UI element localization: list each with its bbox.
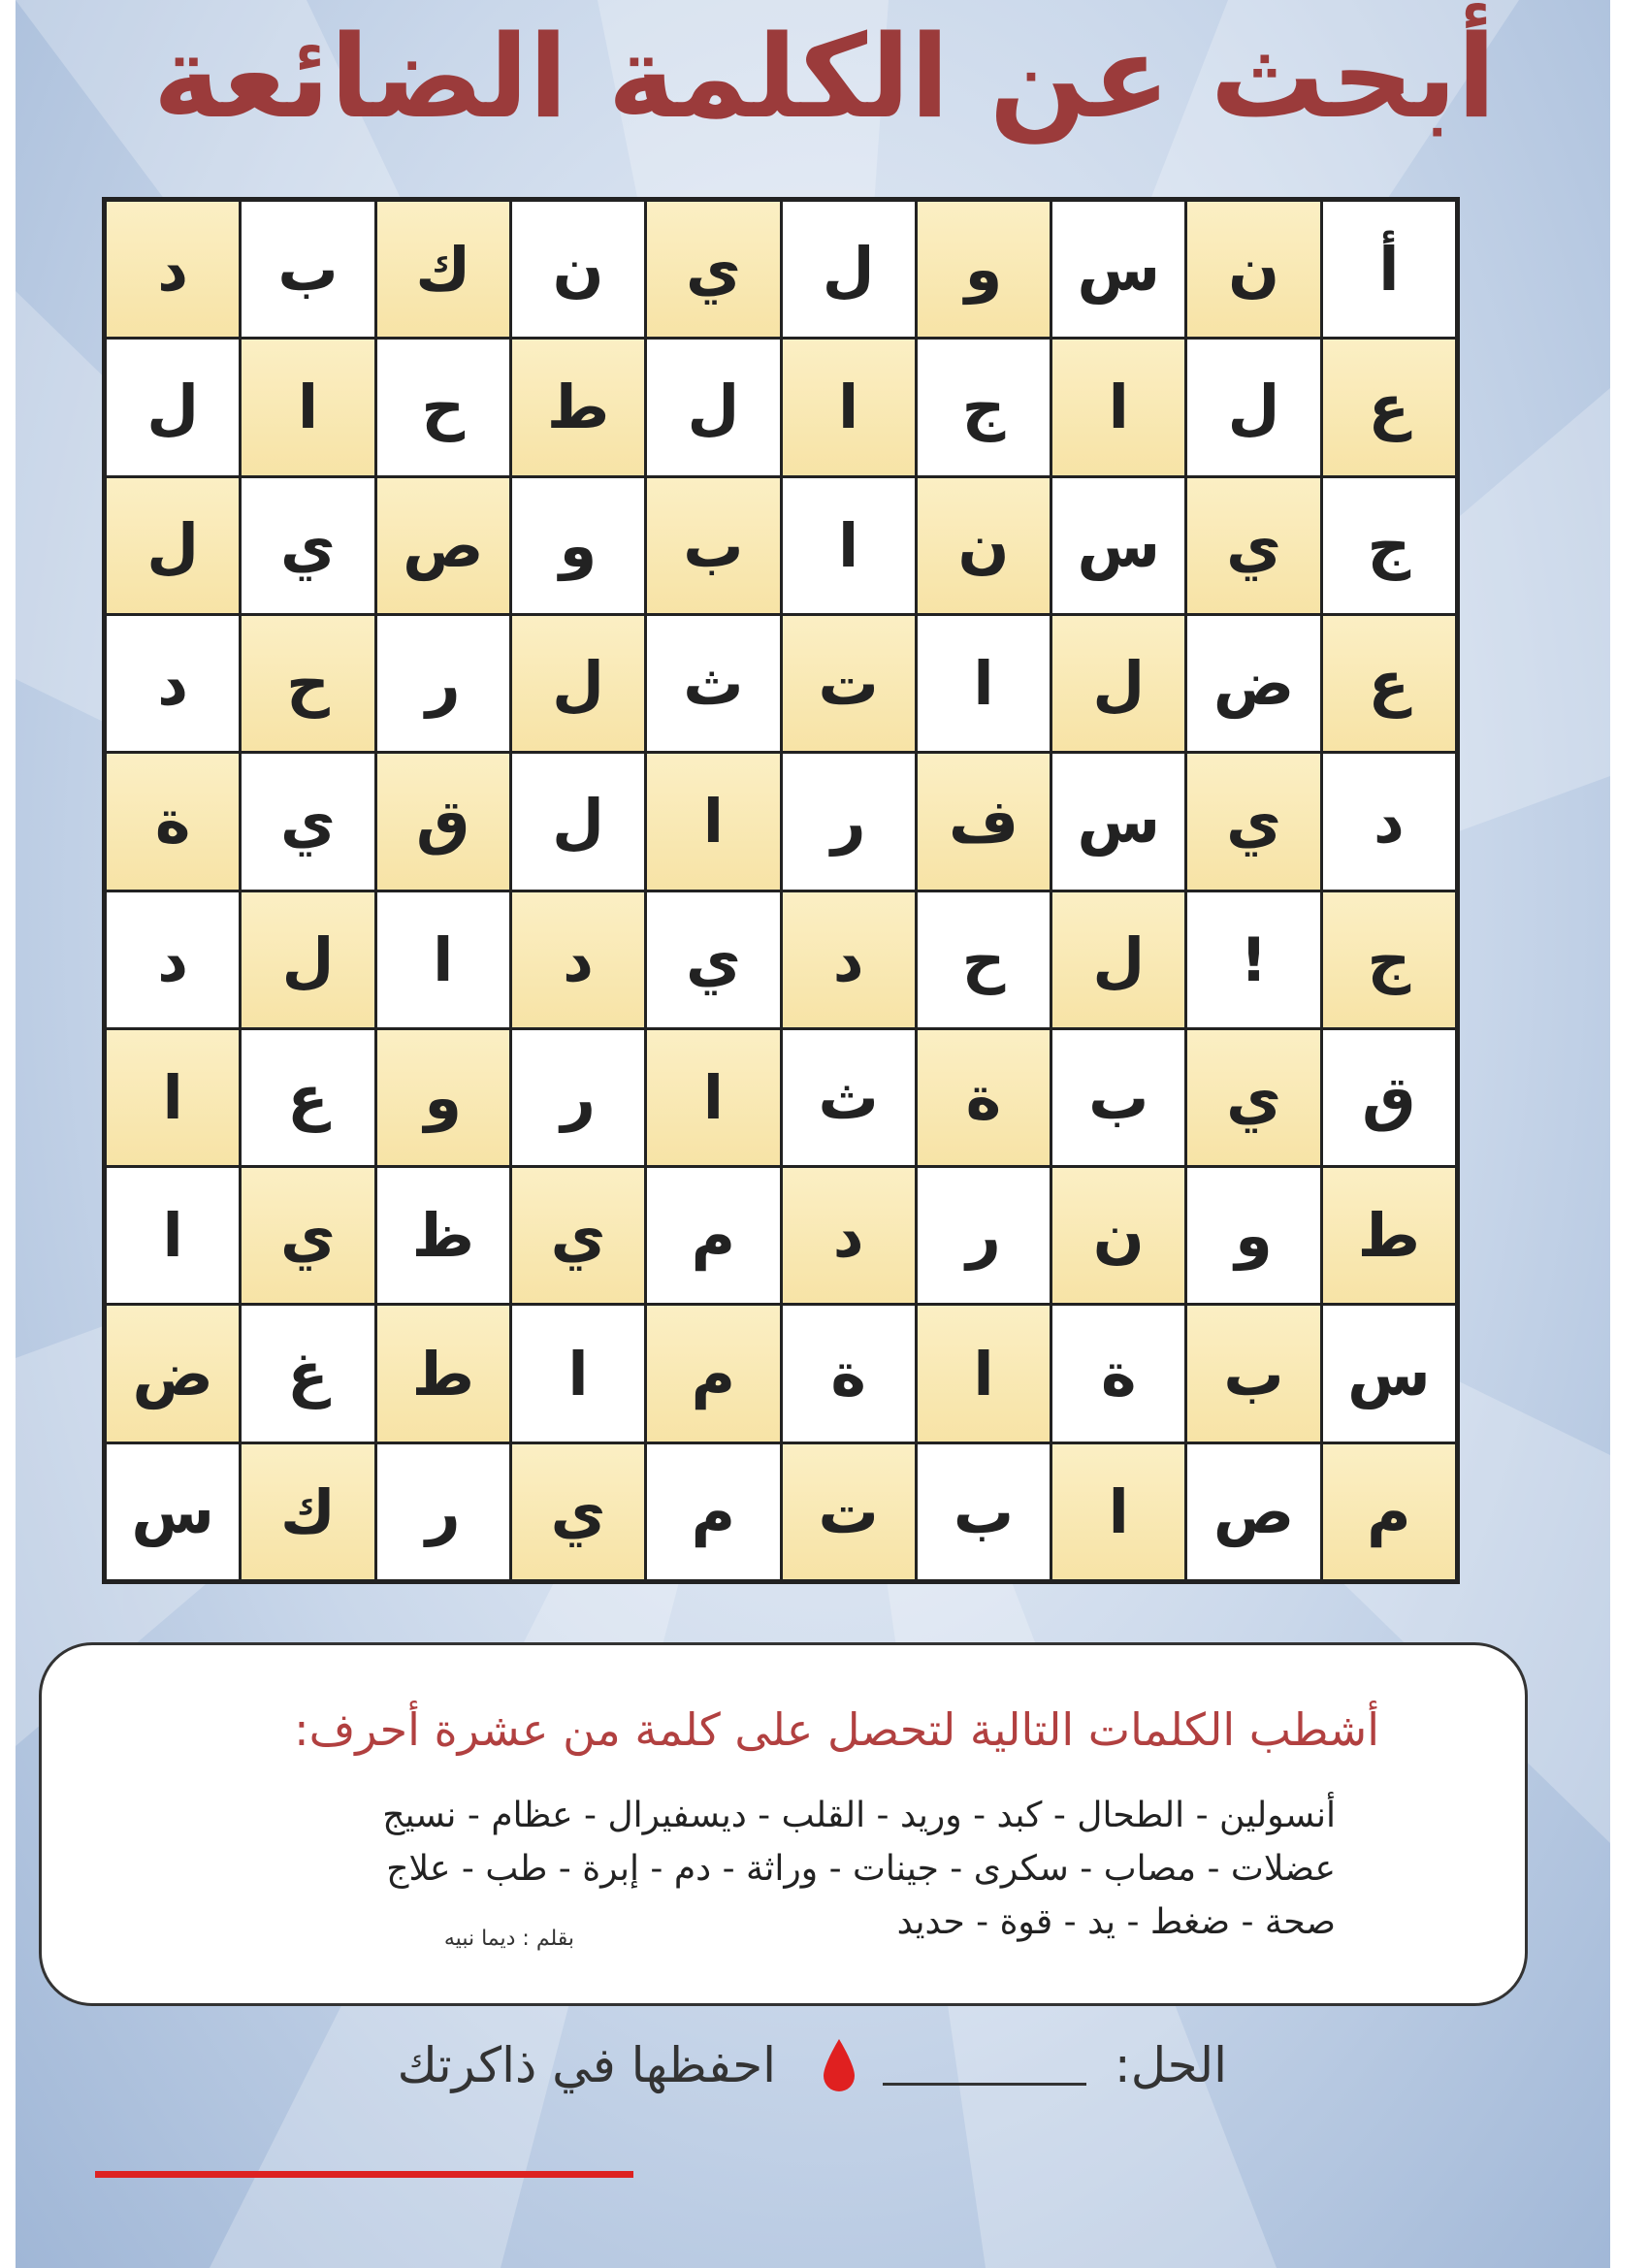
grid-cell[interactable]: ر [918,1168,1050,1303]
word-list-line: صحة - ضغط - يد - قوة - حديد [896,1902,1336,1942]
grid-cell[interactable]: ر [512,1030,644,1165]
grid-cell[interactable]: د [107,616,239,751]
grid-cell[interactable]: ص [1187,1444,1319,1579]
grid-cell[interactable]: ا [647,754,779,889]
grid-cell[interactable]: ا [918,1306,1050,1441]
grid-cell[interactable]: ظ [377,1168,509,1303]
grid-cell[interactable]: ا [512,1306,644,1441]
grid-cell[interactable]: ل [512,616,644,751]
grid-cell[interactable]: ي [242,1168,373,1303]
grid-cell[interactable]: د [783,892,915,1027]
grid-cell[interactable]: ع [1323,616,1455,751]
grid-cell[interactable]: ل [783,202,915,337]
grid-cell[interactable]: ي [512,1168,644,1303]
grid-cell[interactable]: ط [1323,1168,1455,1303]
grid-cell[interactable]: ي [647,892,779,1027]
word-search-grid [102,197,1460,1584]
grid-cell[interactable]: ا [1052,1444,1184,1579]
grid-cell[interactable]: ن [512,202,644,337]
grid-cell[interactable]: ا [377,892,509,1027]
grid-cell[interactable]: ل [107,478,239,613]
grid-cell[interactable]: ! [1187,892,1319,1027]
grid-cell[interactable]: ب [1187,1306,1319,1441]
page-title: أبحث عن الكلمة الضائعة [152,10,1497,144]
grid-cell[interactable]: ي [512,1444,644,1579]
grid-cell[interactable]: ص [377,478,509,613]
word-list [382,1789,1336,1949]
grid-cell[interactable]: ي [1187,754,1319,889]
grid-cell[interactable]: ع [242,1030,373,1165]
grid-cell[interactable]: ط [512,340,644,474]
grid-cell[interactable]: ق [1323,1030,1455,1165]
grid-cell[interactable]: و [1187,1168,1319,1303]
grid-cell[interactable]: ا [647,1030,779,1165]
grid-cell[interactable]: ي [242,478,373,613]
grid-cell[interactable]: د [107,892,239,1027]
grid-cell[interactable]: د [512,892,644,1027]
grid-cell[interactable]: ج [1323,478,1455,613]
grid-cell[interactable]: ب [1052,1030,1184,1165]
grid-cell[interactable]: ح [918,892,1050,1027]
grid-cell[interactable]: و [377,1030,509,1165]
grid-cell[interactable]: ج [1323,892,1455,1027]
grid-cell[interactable]: ض [107,1306,239,1441]
grid-cell[interactable]: ر [377,616,509,751]
grid-cell[interactable]: م [647,1444,779,1579]
grid-cell[interactable]: ف [918,754,1050,889]
grid-cell[interactable]: ح [377,340,509,474]
grid-cell[interactable]: ة [107,754,239,889]
grid-cell[interactable]: ة [1052,1306,1184,1441]
grid-cell[interactable]: ة [783,1306,915,1441]
grid-cell[interactable]: م [1323,1444,1455,1579]
grid-cell[interactable]: ن [918,478,1050,613]
solution-label: الحل: [1114,2037,1227,2093]
grid-cell[interactable]: م [647,1306,779,1441]
grid-cell[interactable]: و [512,478,644,613]
grid-cell[interactable]: ج [918,340,1050,474]
grid-cell[interactable]: ل [512,754,644,889]
grid-cell[interactable]: ث [783,1030,915,1165]
grid-cell[interactable]: ي [647,202,779,337]
grid-cell[interactable]: ك [242,1444,373,1579]
grid-cell[interactable]: ل [107,340,239,474]
grid-cell[interactable]: و [918,202,1050,337]
grid-cell[interactable]: ت [783,1444,915,1579]
grid-cell[interactable]: ك [377,202,509,337]
page-edge-right [1610,0,1649,2268]
instruction-text: أشطب الكلمات التالية لتحصل على كلمة من عشرة أحرف: [294,1703,1379,1756]
grid-cell[interactable]: ي [1187,1030,1319,1165]
grid-cell[interactable]: ل [1052,616,1184,751]
grid-cell[interactable]: ي [242,754,373,889]
grid-cell[interactable]: س [1052,202,1184,337]
grid-cell[interactable]: س [107,1444,239,1579]
grid-cell[interactable]: ر [783,754,915,889]
grid-cell[interactable]: ا [783,478,915,613]
grid-cell[interactable]: ا [1052,340,1184,474]
grid-cell[interactable]: س [1052,478,1184,613]
word-list-line: عضلات - مصاب - سكرى - جينات - وراثة - دم - إبرة - طب - علاج [386,1849,1336,1889]
grid-cell[interactable]: ح [242,616,373,751]
grid-cell[interactable]: ة [918,1030,1050,1165]
grid-cell[interactable]: ل [242,892,373,1027]
grid-cell[interactable]: ت [783,616,915,751]
grid-cell[interactable]: ث [647,616,779,751]
grid-cell[interactable]: د [1323,754,1455,889]
grid-cell[interactable]: ط [377,1306,509,1441]
grid-cell[interactable]: س [1052,754,1184,889]
author-credit: بقلم : ديما نبيه [443,1927,574,1951]
grid-cell[interactable]: ل [647,340,779,474]
grid-cell[interactable]: ن [1052,1168,1184,1303]
solution-row [0,2032,1649,2110]
grid-cell[interactable]: ب [647,478,779,613]
tagline-text: احفظها في ذاكرتك [397,2037,776,2093]
grid-cell[interactable]: ب [242,202,373,337]
grid-cell[interactable]: أ [1323,202,1455,337]
grid-cell[interactable]: ي [1187,478,1319,613]
grid-cell[interactable]: ر [377,1444,509,1579]
grid-cell[interactable]: ا [918,616,1050,751]
grid-cell[interactable]: ا [242,340,373,474]
grid-cell[interactable]: ل [1052,892,1184,1027]
grid-cell[interactable]: ع [1323,340,1455,474]
word-list-line: أنسولين - الطحال - كبد - وريد - القلب - ديسفيرال - عظام - نسيج [382,1796,1336,1835]
grid-cell[interactable]: ب [918,1444,1050,1579]
grid-cell[interactable]: ا [107,1168,239,1303]
grid-cell[interactable]: غ [242,1306,373,1441]
grid-cell[interactable]: س [1323,1306,1455,1441]
footer-red-strip [95,2171,633,2178]
grid-cell[interactable]: ا [107,1030,239,1165]
grid-cell[interactable]: م [647,1168,779,1303]
grid-cell[interactable]: د [783,1168,915,1303]
grid-cell[interactable]: ا [783,340,915,474]
grid-cell[interactable]: ل [1187,340,1319,474]
instructions-panel [39,1642,1528,2006]
solution-answer-line[interactable] [883,2083,1086,2086]
blood-drop-icon [820,2037,858,2095]
page-edge-left [0,0,16,2268]
grid-cell[interactable]: د [107,202,239,337]
grid-cell[interactable]: ق [377,754,509,889]
grid-cell[interactable]: ض [1187,616,1319,751]
grid-cell[interactable]: ن [1187,202,1319,337]
